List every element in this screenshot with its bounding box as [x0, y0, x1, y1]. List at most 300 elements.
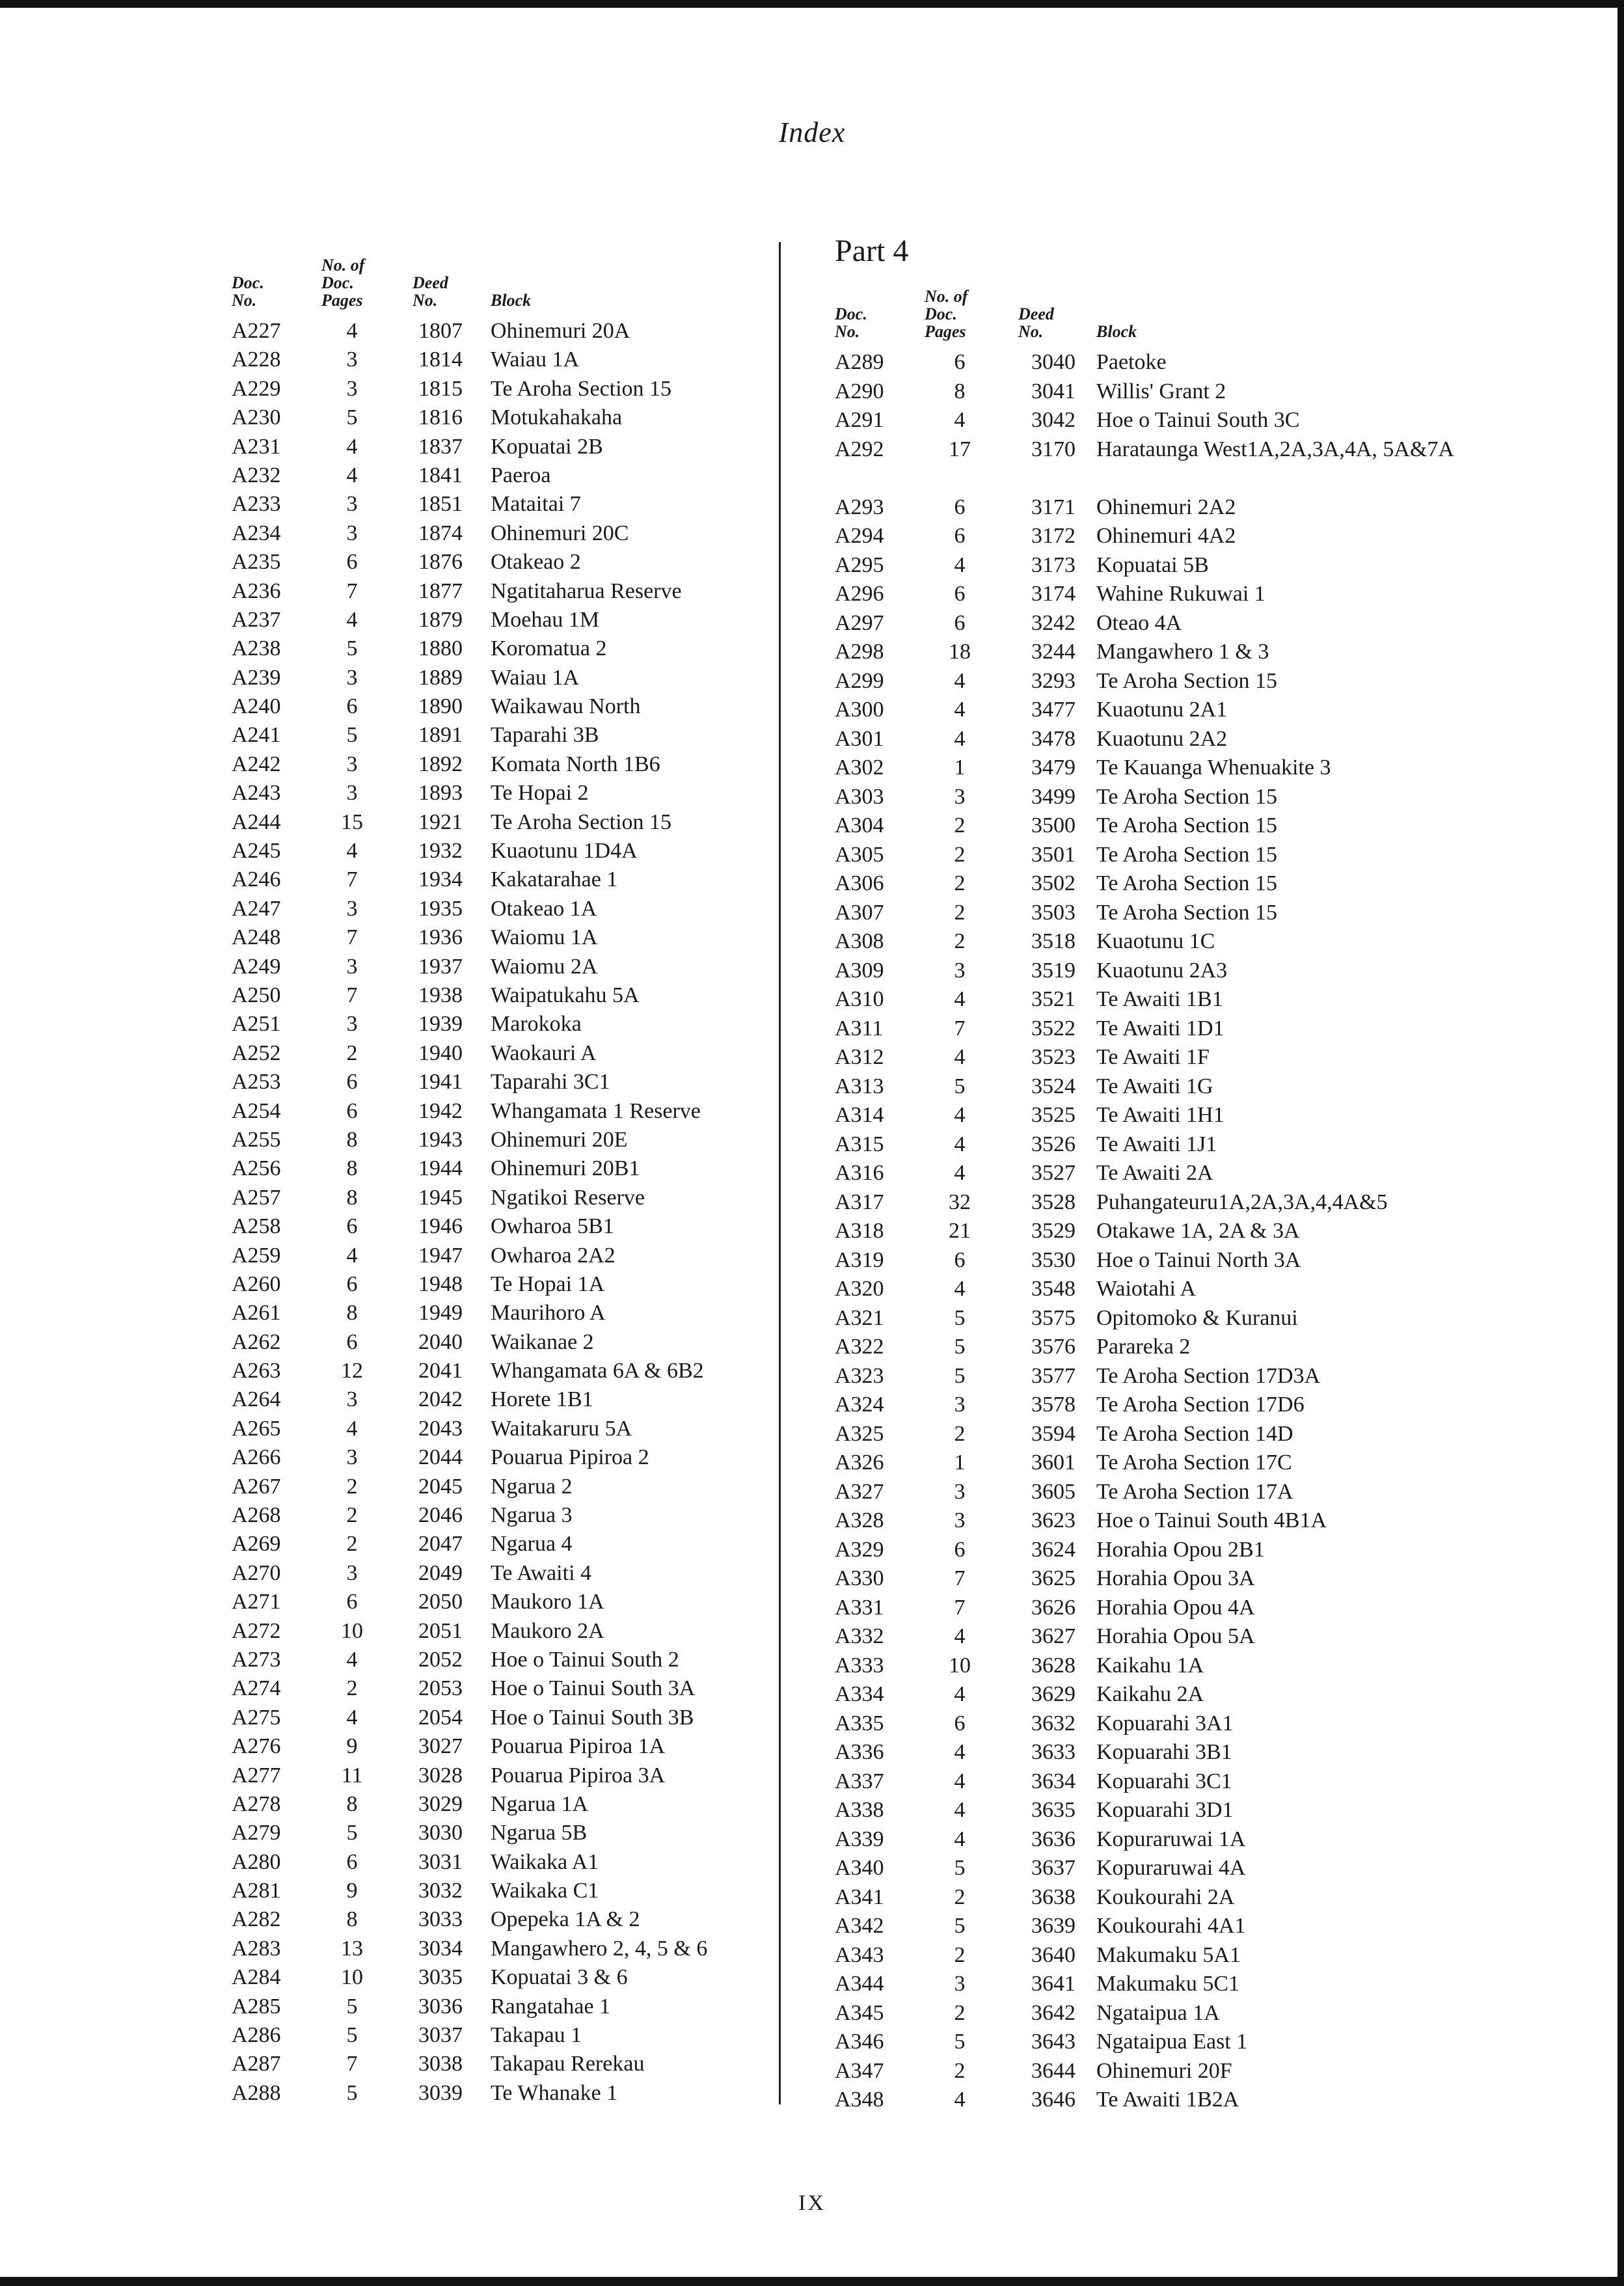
deed-no-cell: 3034: [418, 1936, 463, 1961]
deed-no-cell: 3642: [1031, 2000, 1076, 2025]
doc-no-cell: A303: [835, 784, 884, 809]
header-pages-line-2: Doc.: [321, 273, 354, 292]
doc-no-cell: A280: [232, 1849, 281, 1874]
deed-no-cell: 3640: [1031, 1942, 1076, 1967]
doc-pages-cell: 5: [954, 1856, 966, 1880]
doc-no-cell: A262: [232, 1329, 281, 1354]
block-cell: Mangawhero 1 & 3: [1096, 640, 1269, 664]
deed-no-cell: 3639: [1031, 1914, 1076, 1938]
doc-pages-cell: 6: [346, 1214, 358, 1239]
table-row: [232, 1443, 752, 1472]
table-row: [232, 548, 752, 577]
doc-pages-cell: 3: [346, 492, 358, 517]
block-cell: Opepeka 1A & 2: [491, 1907, 640, 1932]
deed-no-cell: 3637: [1031, 1856, 1076, 1880]
doc-pages-cell: 7: [346, 578, 358, 603]
doc-pages-cell: 4: [346, 1416, 358, 1441]
table-header: [835, 283, 1485, 348]
doc-no-cell: A254: [232, 1098, 281, 1123]
table-row: [835, 551, 1485, 580]
block-cell: Kopuarahi 3C1: [1096, 1769, 1232, 1793]
doc-no-cell: A326: [835, 1450, 884, 1475]
block-cell: Taparahi 3B: [491, 723, 599, 748]
header-pages-line-1: No. of: [925, 287, 968, 306]
block-cell: Te Aroha Section 15: [1096, 668, 1278, 693]
doc-no-cell: A257: [232, 1185, 281, 1210]
doc-pages-cell: 8: [954, 379, 966, 403]
table-row: [835, 1854, 1485, 1883]
doc-no-cell: A331: [835, 1595, 884, 1620]
deed-no-cell: 3548: [1031, 1277, 1076, 1301]
header-block-label: Block: [491, 291, 532, 310]
deed-no-cell: 1877: [418, 578, 463, 603]
block-cell: Te Awaiti 1D1: [1096, 1016, 1225, 1041]
doc-pages-cell: 6: [954, 582, 966, 606]
header-doc-pages: [925, 288, 968, 340]
doc-no-cell: A232: [232, 463, 281, 487]
table-row: [835, 1709, 1485, 1739]
block-cell: Te Awaiti 1B2A: [1096, 2088, 1239, 2112]
doc-pages-cell: 4: [954, 1798, 966, 1822]
doc-pages-cell: 2: [954, 813, 966, 837]
doc-no-cell: A240: [232, 694, 281, 719]
deed-no-cell: 3528: [1031, 1190, 1076, 1214]
doc-pages-cell: 7: [346, 2052, 358, 2076]
deed-no-cell: 2044: [418, 1445, 463, 1470]
deed-no-cell: 1947: [418, 1243, 463, 1268]
table-row: [232, 1473, 752, 1501]
block-cell: Horahia Opou 3A: [1096, 1566, 1255, 1590]
table-row: [232, 1328, 752, 1357]
block-cell: Paetoke: [1096, 350, 1167, 374]
doc-no-cell: A259: [232, 1243, 281, 1268]
doc-no-cell: A268: [232, 1503, 281, 1528]
doc-pages-cell: 3: [954, 1972, 966, 1996]
doc-pages-cell: 6: [346, 1070, 358, 1095]
doc-no-cell: A251: [232, 1012, 281, 1037]
doc-pages-cell: 3: [346, 1445, 358, 1470]
table-row: [232, 1357, 752, 1385]
doc-pages-cell: 7: [346, 925, 358, 950]
block-cell: Waiomu 2A: [491, 954, 598, 979]
block-cell: Te Aroha Section 17A: [1096, 1479, 1293, 1504]
deed-no-cell: 3624: [1031, 1537, 1076, 1562]
block-cell: Makumaku 5A1: [1096, 1942, 1241, 1967]
doc-pages-cell: 18: [949, 640, 971, 664]
doc-pages-cell: 8: [346, 1907, 358, 1932]
deed-no-cell: 3478: [1031, 726, 1076, 751]
deed-no-cell: 1943: [418, 1127, 463, 1152]
scan-edge-right: [1617, 0, 1624, 2286]
doc-pages-cell: 4: [954, 1624, 966, 1648]
doc-no-cell: A237: [232, 607, 281, 632]
doc-pages-cell: 6: [346, 1329, 358, 1354]
doc-no-cell: A247: [232, 896, 281, 921]
table-row: [232, 1501, 752, 1530]
header-doc-line-2: No.: [835, 322, 860, 341]
doc-pages-cell: 4: [954, 1132, 966, 1156]
block-cell: Te Awaiti 1H1: [1096, 1103, 1225, 1127]
deed-no-cell: 2042: [418, 1387, 463, 1412]
doc-pages-cell: 2: [954, 1421, 966, 1446]
block-cell: Te Awaiti 1F: [1096, 1045, 1210, 1069]
doc-no-cell: A292: [835, 437, 884, 461]
doc-pages-cell: 5: [346, 2023, 358, 2048]
deed-no-cell: 1889: [418, 665, 463, 690]
table-row: [835, 811, 1485, 841]
block-cell: Takapau 1: [491, 2023, 582, 2048]
doc-pages-cell: 6: [346, 1590, 358, 1614]
deed-no-cell: 3524: [1031, 1074, 1076, 1098]
table-row: [835, 1970, 1485, 1999]
table-row: [835, 1420, 1485, 1449]
block-cell: Kaikahu 1A: [1096, 1653, 1204, 1678]
deed-no-cell: 1948: [418, 1272, 463, 1296]
deed-no-cell: 3626: [1031, 1595, 1076, 1620]
doc-pages-cell: 7: [954, 1595, 966, 1620]
doc-no-cell: A274: [232, 1676, 281, 1701]
doc-pages-cell: 6: [346, 694, 358, 719]
doc-pages-cell: 4: [954, 1277, 966, 1301]
doc-no-cell: A293: [835, 495, 884, 519]
doc-pages-cell: 7: [954, 1566, 966, 1590]
doc-pages-cell: 3: [346, 1560, 358, 1585]
doc-pages-cell: 2: [346, 1503, 358, 1528]
table-row: [835, 2028, 1485, 2057]
deed-no-cell: 3172: [1031, 524, 1076, 548]
block-cell: Kopuraruwai 1A: [1096, 1827, 1246, 1851]
doc-no-cell: A242: [232, 752, 281, 776]
doc-no-cell: A238: [232, 636, 281, 661]
table-row: [232, 577, 752, 606]
doc-no-cell: A328: [835, 1508, 884, 1532]
block-cell: Te Aroha Section 14D: [1096, 1421, 1293, 1446]
block-cell: Pouarua Pipiroa 1A: [491, 1734, 666, 1759]
table-row: [835, 1652, 1485, 1681]
deed-no-cell: 1891: [418, 723, 463, 748]
doc-pages-cell: 4: [954, 668, 966, 693]
deed-no-cell: 3576: [1031, 1335, 1076, 1359]
doc-pages-cell: 4: [954, 987, 966, 1011]
doc-pages-cell: 7: [346, 867, 358, 892]
doc-pages-cell: 32: [949, 1190, 971, 1214]
table-row: [232, 1935, 752, 1963]
table-row: [232, 1097, 752, 1126]
table-row: [232, 1242, 752, 1270]
header-doc-line-2: No.: [232, 291, 257, 310]
doc-pages-cell: 3: [346, 665, 358, 690]
doc-no-cell: A253: [232, 1070, 281, 1095]
doc-no-cell: A231: [232, 434, 281, 459]
block-cell: Te Aroha Section 15: [491, 376, 672, 401]
table-row: [232, 837, 752, 865]
deed-no-cell: 1893: [418, 781, 463, 806]
doc-no-cell: A344: [835, 1972, 884, 1996]
doc-no-cell: A310: [835, 987, 884, 1011]
deed-no-cell: 1942: [418, 1098, 463, 1123]
table-row: [232, 375, 752, 403]
doc-no-cell: A228: [232, 347, 281, 372]
doc-no-cell: A243: [232, 781, 281, 806]
doc-no-cell: A315: [835, 1132, 884, 1156]
doc-no-cell: A246: [232, 867, 281, 892]
doc-pages-cell: 6: [954, 524, 966, 548]
block-cell: Pouarua Pipiroa 3A: [491, 1763, 666, 1788]
block-cell: Komata North 1B6: [491, 752, 660, 776]
doc-pages-cell: 4: [954, 2088, 966, 2112]
doc-no-cell: A348: [835, 2088, 884, 2112]
table-row: [835, 1217, 1485, 1246]
block-cell: Kuaotunu 2A2: [1096, 726, 1228, 751]
deed-no-cell: 1938: [418, 983, 463, 1007]
doc-no-cell: A269: [232, 1532, 281, 1557]
block-cell: Ngarua 4: [491, 1532, 573, 1557]
table-row: [232, 895, 752, 923]
table-row: [232, 1559, 752, 1588]
doc-no-cell: A318: [835, 1219, 884, 1243]
deed-no-cell: 3632: [1031, 1711, 1076, 1735]
table-row: [835, 899, 1485, 928]
header-deed-no: [1018, 305, 1054, 340]
doc-no-cell: A347: [835, 2058, 884, 2083]
doc-pages-cell: 6: [954, 350, 966, 374]
deed-no-cell: 3627: [1031, 1624, 1076, 1648]
deed-no-cell: 1807: [418, 319, 463, 343]
doc-pages-cell: 2: [954, 871, 966, 895]
doc-pages-cell: 4: [346, 1243, 358, 1268]
deed-no-cell: 3039: [418, 2080, 463, 2105]
block-cell: Ngatitaharua Reserve: [491, 578, 682, 603]
doc-no-cell: A284: [232, 1965, 281, 1990]
deed-no-cell: 1940: [418, 1041, 463, 1065]
doc-pages-cell: 6: [954, 495, 966, 519]
block-cell: Ngarua 1A: [491, 1791, 589, 1816]
doc-no-cell: A230: [232, 405, 281, 430]
block-cell: Waikaka C1: [491, 1879, 599, 1903]
doc-no-cell: A312: [835, 1045, 884, 1069]
doc-pages-cell: 5: [954, 1305, 966, 1330]
block-cell: Ohinemuri 20B1: [491, 1156, 640, 1181]
block-cell: Te Awaiti 1G: [1096, 1074, 1213, 1098]
doc-pages-cell: 10: [341, 1965, 363, 1990]
deed-no-cell: 3529: [1031, 1219, 1076, 1243]
table-row: [835, 2086, 1485, 2115]
table-body: [835, 348, 1485, 2115]
doc-no-cell: A258: [232, 1214, 281, 1239]
table-row: [232, 1993, 752, 2021]
block-cell: Maukoro 1A: [491, 1590, 604, 1614]
block-cell: Waipatukahu 5A: [491, 983, 640, 1007]
header-deed-no: [413, 274, 448, 309]
doc-pages-cell: 3: [954, 1508, 966, 1532]
block-cell: Rangatahae 1: [491, 1994, 611, 2019]
table-row: [232, 1126, 752, 1154]
block-cell: Ohinemuri 4A2: [1096, 524, 1236, 548]
scan-edge-bottom: [0, 2277, 1624, 2286]
deed-no-cell: 3038: [418, 2052, 463, 2076]
table-row: [835, 1304, 1485, 1333]
table-row: [232, 2079, 752, 2108]
header-deed-line-2: No.: [413, 291, 438, 310]
block-cell: Owharoa 2A2: [491, 1243, 616, 1268]
block-cell: Horahia Opou 2B1: [1096, 1537, 1265, 1562]
table-row: [232, 1385, 752, 1414]
block-cell: Waokauri A: [491, 1041, 597, 1065]
doc-pages-cell: 3: [346, 1012, 358, 1037]
block-cell: Hoe o Tainui South 3C: [1096, 408, 1300, 432]
block-cell: Kuaotunu 1D4A: [491, 839, 638, 864]
deed-no-cell: 2045: [418, 1474, 463, 1499]
table-row: [835, 1159, 1485, 1188]
deed-no-cell: 3035: [418, 1965, 463, 1990]
table-row: [835, 377, 1485, 407]
doc-pages-cell: 2: [346, 1532, 358, 1557]
deed-no-cell: 1949: [418, 1301, 463, 1326]
block-cell: Kopuatai 3 & 6: [491, 1965, 628, 1990]
deed-no-cell: 3174: [1031, 582, 1076, 606]
doc-no-cell: A260: [232, 1272, 281, 1296]
doc-pages-cell: 2: [954, 2058, 966, 2083]
doc-no-cell: A313: [835, 1074, 884, 1098]
doc-no-cell: A324: [835, 1393, 884, 1417]
doc-no-cell: A346: [835, 2030, 884, 2054]
deed-no-cell: 3032: [418, 1879, 463, 1903]
table-row: [232, 490, 752, 519]
doc-no-cell: A308: [835, 929, 884, 953]
block-cell: Ngataipua East 1: [1096, 2030, 1248, 2054]
doc-pages-cell: 8: [346, 1127, 358, 1152]
deed-no-cell: 3029: [418, 1791, 463, 1816]
doc-no-cell: A339: [835, 1827, 884, 1851]
deed-no-cell: 3031: [418, 1849, 463, 1874]
table-row: [835, 406, 1485, 435]
header-block: [1096, 323, 1137, 340]
header-block: [491, 292, 531, 309]
deed-no-cell: 2040: [418, 1329, 463, 1354]
block-cell: Horahia Opou 5A: [1096, 1624, 1255, 1648]
table-row: [835, 667, 1485, 696]
table-row: [835, 1506, 1485, 1536]
deed-no-cell: 3641: [1031, 1972, 1076, 1996]
table-row: [232, 433, 752, 461]
block-cell: Waitakaruru 5A: [491, 1416, 632, 1441]
doc-pages-cell: 4: [954, 1103, 966, 1127]
deed-no-cell: 3041: [1031, 379, 1076, 403]
block-cell: Hoe o Tainui South 3B: [491, 1705, 694, 1730]
table-row: [835, 1680, 1485, 1709]
block-cell: Te Aroha Section 15: [1096, 813, 1278, 837]
doc-no-cell: A298: [835, 640, 884, 664]
doc-no-cell: A311: [835, 1016, 884, 1041]
block-cell: Koukourahi 2A: [1096, 1885, 1235, 1909]
block-cell: Taparahi 3C1: [491, 1070, 610, 1095]
doc-no-cell: A244: [232, 810, 281, 834]
table-row: [232, 1588, 752, 1616]
deed-no-cell: 1944: [418, 1156, 463, 1181]
table-row: [835, 985, 1485, 1014]
deed-no-cell: 3575: [1031, 1305, 1076, 1330]
doc-pages-cell: 6: [346, 1849, 358, 1874]
part-heading: Part 4: [835, 234, 909, 268]
table-row: [835, 1999, 1485, 2028]
deed-no-cell: 3040: [1031, 350, 1076, 374]
deed-no-cell: 3503: [1031, 900, 1076, 925]
block-cell: Te Hopai 2: [491, 781, 589, 806]
doc-pages-cell: 4: [954, 1161, 966, 1185]
deed-no-cell: 3578: [1031, 1393, 1076, 1417]
doc-no-cell: A282: [232, 1907, 281, 1932]
table-row: [835, 2057, 1485, 2086]
deed-no-cell: 3293: [1031, 668, 1076, 693]
doc-no-cell: A276: [232, 1734, 281, 1759]
doc-no-cell: A241: [232, 723, 281, 748]
table-row: [835, 435, 1485, 493]
deed-no-cell: 3629: [1031, 1682, 1076, 1706]
table-row: [232, 1674, 752, 1703]
table-row: [835, 1478, 1485, 1507]
doc-no-cell: A329: [835, 1537, 884, 1562]
header-pages-line-3: Pages: [321, 291, 363, 310]
deed-no-cell: 2046: [418, 1503, 463, 1528]
deed-no-cell: 3477: [1031, 698, 1076, 722]
doc-no-cell: A229: [232, 376, 281, 401]
deed-no-cell: 1932: [418, 839, 463, 864]
deed-no-cell: 2047: [418, 1532, 463, 1557]
block-cell: Moehau 1M: [491, 607, 600, 632]
doc-no-cell: A283: [232, 1936, 281, 1961]
block-cell: Marokoka: [491, 1012, 582, 1037]
deed-no-cell: 3173: [1031, 552, 1076, 577]
doc-pages-cell: 4: [346, 607, 358, 632]
doc-no-cell: A335: [835, 1711, 884, 1735]
table-row: [835, 725, 1485, 754]
block-cell: Otakeao 2: [491, 550, 581, 575]
block-cell: Maurihoro A: [491, 1301, 606, 1326]
block-cell: Hoe o Tainui South 2: [491, 1647, 679, 1672]
deed-no-cell: 3028: [418, 1763, 463, 1788]
table-row: [232, 519, 752, 548]
deed-no-cell: 3628: [1031, 1653, 1076, 1678]
table-row: [232, 1762, 752, 1790]
doc-no-cell: A333: [835, 1653, 884, 1678]
doc-no-cell: A321: [835, 1305, 884, 1330]
deed-no-cell: 2041: [418, 1359, 463, 1383]
deed-no-cell: 1890: [418, 694, 463, 719]
doc-no-cell: A330: [835, 1566, 884, 1590]
deed-no-cell: 1879: [418, 607, 463, 632]
table-row: [835, 1043, 1485, 1072]
block-cell: Te Aroha Section 17D6: [1096, 1393, 1305, 1417]
doc-no-cell: A334: [835, 1682, 884, 1706]
doc-no-cell: A296: [835, 582, 884, 606]
table-row: [835, 1101, 1485, 1130]
doc-no-cell: A289: [835, 350, 884, 374]
block-cell: Ohinemuri 20F: [1096, 2058, 1232, 2083]
doc-no-cell: A286: [232, 2023, 281, 2048]
table-row: [835, 1883, 1485, 1912]
doc-no-cell: A271: [232, 1590, 281, 1614]
table-row: [232, 1184, 752, 1212]
doc-no-cell: A279: [232, 1821, 281, 1845]
table-row: [232, 808, 752, 837]
deed-no-cell: 3042: [1031, 408, 1076, 432]
block-cell: Kuaotunu 2A1: [1096, 698, 1228, 722]
block-cell: Otakeao 1A: [491, 896, 597, 921]
table-row: [835, 1333, 1485, 1362]
doc-pages-cell: 5: [954, 1335, 966, 1359]
doc-pages-cell: 4: [954, 698, 966, 722]
deed-no-cell: 3636: [1031, 1827, 1076, 1851]
